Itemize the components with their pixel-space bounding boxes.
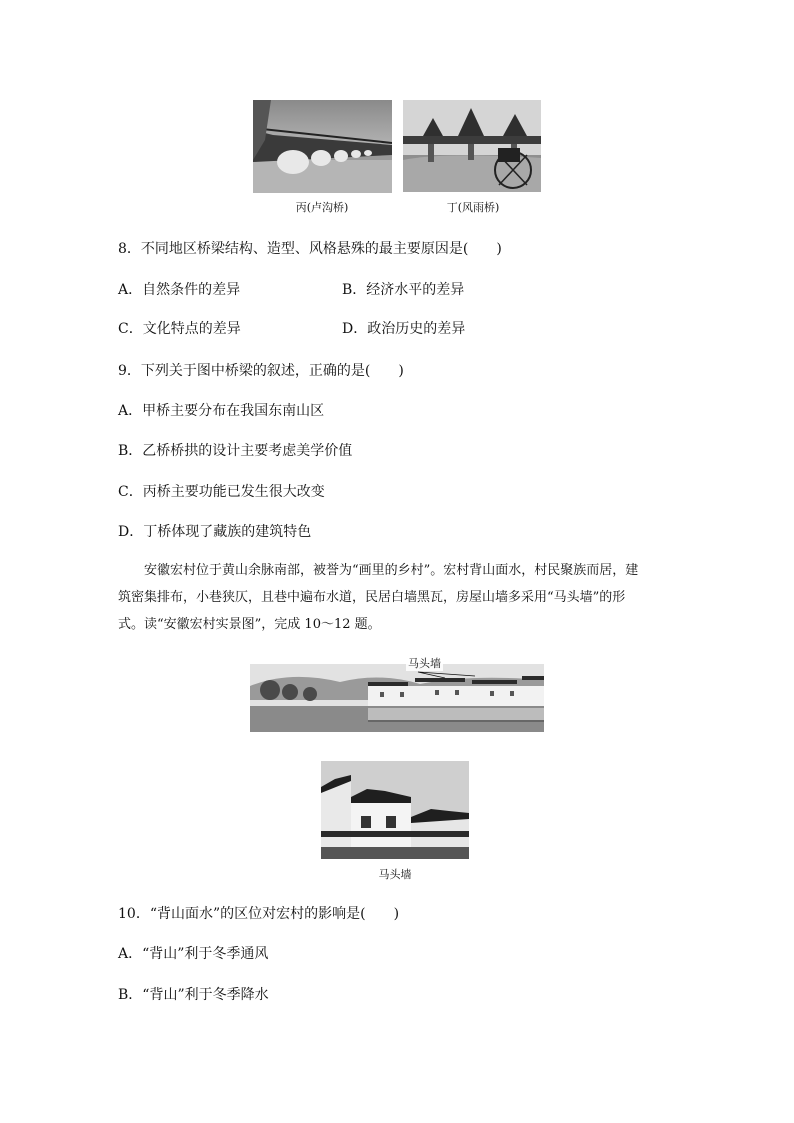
lugou-bridge-caption: 丙(卢沟桥) (295, 201, 349, 214)
q8-option-c: C．文化特点的差异 (118, 321, 241, 337)
fengyu-bridge-photo (403, 100, 541, 192)
q10-stem: 10．“背山面水”的区位对宏村的影响是( ) (118, 906, 400, 922)
q9-option-c: C．丙桥主要功能已发生很大改变 (118, 484, 325, 500)
passage-line-1: 安徽宏村位于黄山余脉南部，被誉为“画里的乡村”。宏村背山面水，村民聚族而居，建 (118, 563, 639, 578)
q9-option-b: B．乙桥桥拱的设计主要考虑美学价值 (118, 443, 353, 459)
village-matou-label: 马头墙 (408, 657, 441, 670)
q8-option-d: D．政治历史的差异 (342, 321, 466, 337)
passage-line-3: 式。读“安徽宏村实景图”，完成 10～12 题。 (118, 617, 381, 632)
q9-option-a: A．甲桥主要分布在我国东南山区 (118, 403, 325, 419)
matou-wall-caption: 马头墙 (378, 868, 412, 881)
q9-option-d: D．丁桥体现了藏族的建筑特色 (118, 524, 312, 540)
matou-wall-photo (321, 761, 469, 859)
q8-option-b: B．经济水平的差异 (342, 282, 465, 298)
q8-option-a: A．自然条件的差异 (118, 282, 241, 298)
lugou-bridge-photo (253, 100, 392, 193)
fengyu-bridge-caption: 丁(风雨桥) (446, 201, 500, 214)
q9-stem: 9．下列关于图中桥梁的叙述，正确的是( ) (118, 363, 404, 379)
q8-stem: 8．不同地区桥梁结构、造型、风格悬殊的最主要原因是( ) (118, 241, 502, 257)
q10-option-a: A．“背山”利于冬季通风 (118, 946, 269, 962)
hongcun-passage (118, 557, 678, 638)
passage-line-2: 筑密集排布，小巷狭仄，且巷中遍布水道，民居白墙黑瓦，房屋山墙多采用“马头墙”的形 (118, 590, 626, 605)
hongcun-village-photo (250, 664, 544, 732)
q10-option-b: B．“背山”利于冬季降水 (118, 987, 269, 1003)
